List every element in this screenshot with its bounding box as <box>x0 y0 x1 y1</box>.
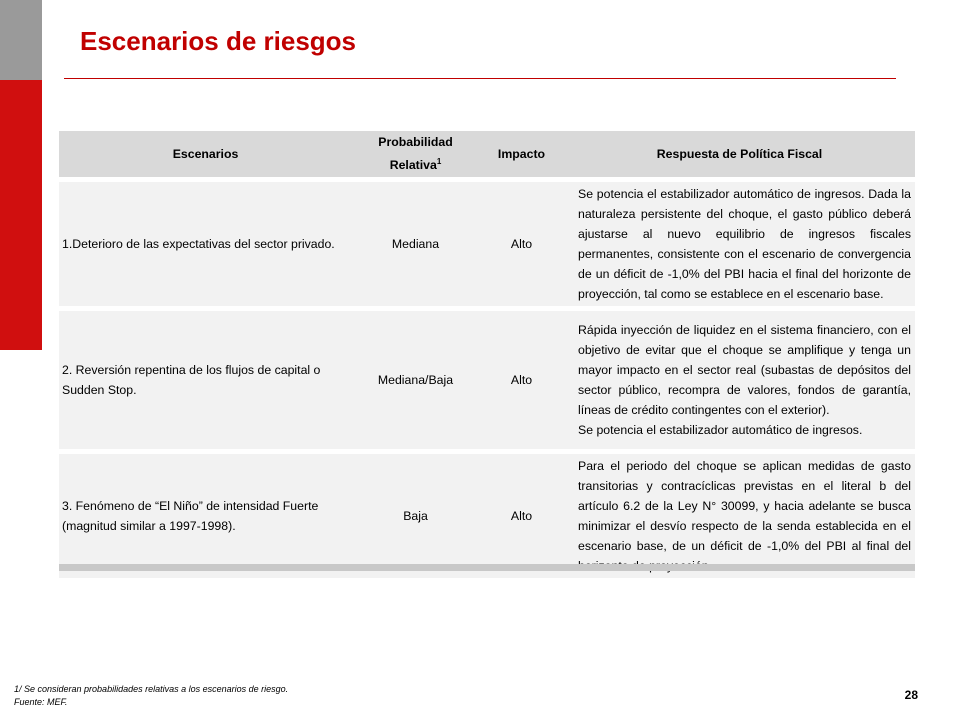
scenario-cell: 2. Reversión repentina de los flujos de capital o Sudden Stop. <box>59 311 352 449</box>
title-divider <box>64 78 896 79</box>
response-text: Para el periodo del choque se aplican medidas de gasto transitorias y contracíclicas previstas en el literal b del artículo 6.2 de la Ley N° 30099, y hacia adelante se busca minimizar el desvío respecto de la senda establecida en el escenario base, de un déficit de -1,0% del PBI al final del <box>578 459 911 553</box>
footnote-probabilities: 1/ Se consideran probabilidades relativas a los escenarios de riesgo. <box>14 684 289 694</box>
response-cell <box>564 454 915 578</box>
header-response: Respuesta de Política Fiscal <box>564 131 915 177</box>
table-row <box>59 311 915 449</box>
risk-scenarios-table <box>59 126 915 583</box>
footnote-marker: 1 <box>436 157 442 166</box>
scenario-cell: 1.Deterioro de las expectativas del sector privado. <box>59 182 352 306</box>
probability-cell: Baja <box>352 454 479 578</box>
response-text: Se potencia el estabilizador automático de ingresos. Dada la naturaleza persistente del choque, el gasto público deberá ajustarse al nuevo equilibrio de ingresos fiscales permanentes, consistente con el escenario de convergencia de un déficit de -1,0% del PBI hacia el final del horizonte de proyección, tal como se establece en el escenario base. <box>578 187 911 301</box>
impact-cell: Alto <box>479 182 564 306</box>
scenario-cell: 3. Fenómeno de “El Niño” de intensidad Fuerte (magnitud similar a 1997-1998). <box>59 454 352 578</box>
impact-cell: Alto <box>479 311 564 449</box>
response-text: Se potencia el estabilizador automático de ingresos. <box>578 423 863 437</box>
response-text: Rápida inyección de liquidez en el sistema financiero, con el objetivo de evitar que el choque se amplifique y tenga un mayor impacto en el sector real (subastas de depósitos del sector público, recompra de valores, fondos de garantía, líneas de crédito contingentes con el exterior). <box>578 323 911 417</box>
decorative-red-bar <box>0 80 42 350</box>
table-row <box>59 182 915 306</box>
response-cell <box>564 311 915 449</box>
table-bottom-bar <box>59 564 915 571</box>
impact-cell: Alto <box>479 454 564 578</box>
header-scenarios: Escenarios <box>59 131 352 177</box>
table-row <box>59 454 915 578</box>
footnotes <box>14 683 288 709</box>
page-number: 28 <box>904 688 918 702</box>
decorative-gray-bar <box>0 0 42 80</box>
probability-cell: Mediana/Baja <box>352 311 479 449</box>
footnote-source: Fuente: MEF. <box>14 697 68 707</box>
header-probability <box>352 131 479 177</box>
probability-cell: Mediana <box>352 182 479 306</box>
response-cell <box>564 182 915 306</box>
header-impact: Impacto <box>479 131 564 177</box>
table-header-row <box>59 131 915 177</box>
header-probability-line2: Relativa <box>389 158 437 172</box>
slide-title: Escenarios de riesgos <box>80 26 357 56</box>
header-probability-line1: Probabilidad <box>378 135 453 149</box>
